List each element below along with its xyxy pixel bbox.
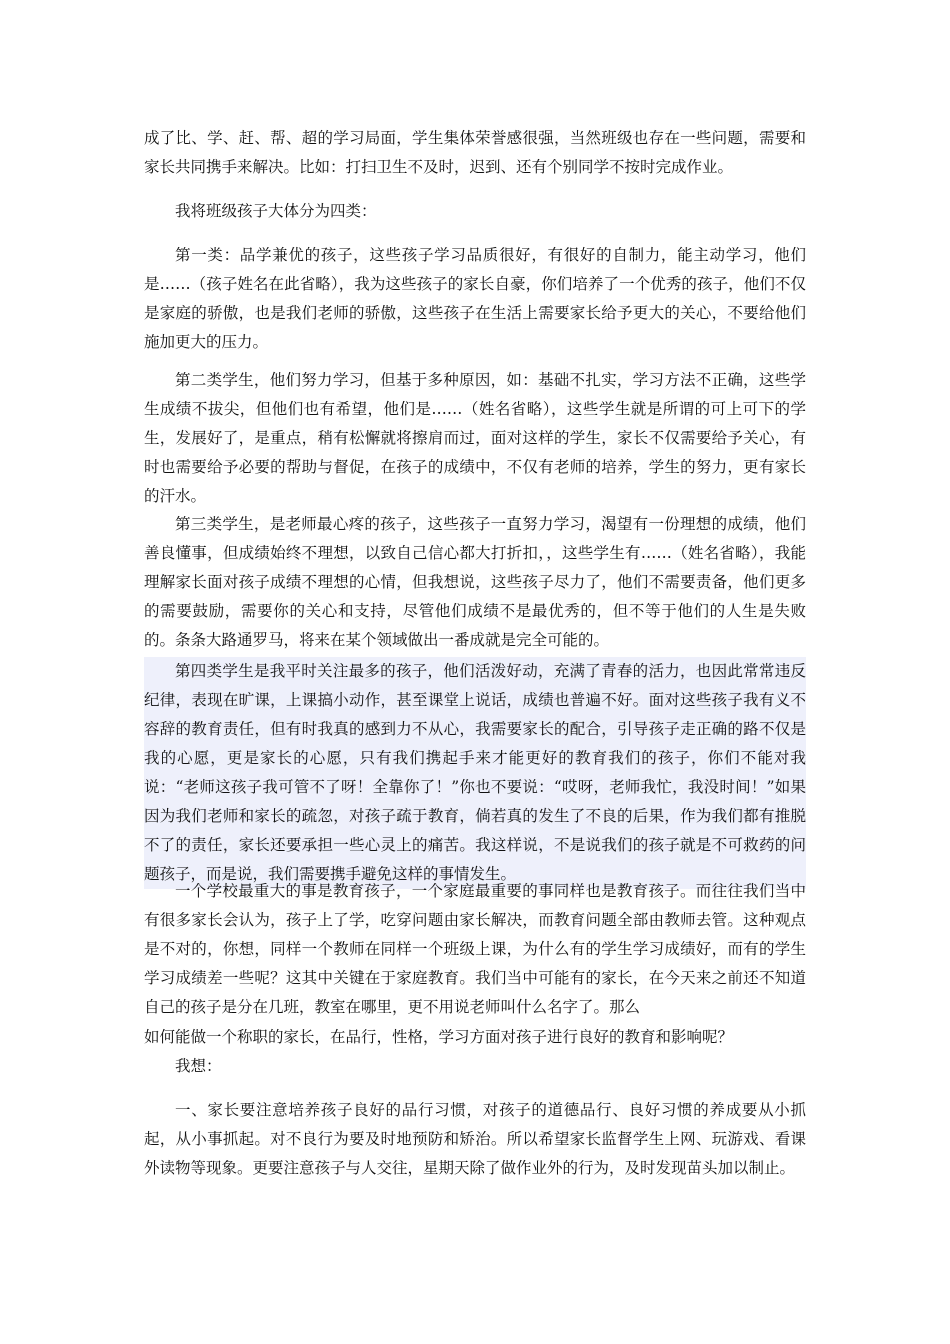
paragraph-point-one: 一、家长要注意培养孩子良好的品行习惯，对孩子的道德品行、良好习惯的养成要从小抓起，从小事抓起。对不良行为要及时地预防和矫治。所以希望家长监督学生上网、玩游戏、看课外读物等现象。更要注意孩子与人交往，星期天除了做作业外的行为，及时发现苗头加以制止。 [144, 1101, 806, 1177]
paragraph-category-three: 第三类学生，是老师最心疼的孩子，这些孩子一直努力学习，渴望有一份理想的成绩，他们善良懂事，但成绩始终不理想，以致自己信心都大打折扣，，这些学生有……（姓名省略），我能理解家长面对孩子成绩不理想的心情，但我想说，这些孩子尽力了，他们不需要责备，他们更多的需要鼓励，需要你的关心和支持，尽管他们成绩不是最优秀的，但不等于他们的人生是失败的。条条大路通罗马，将来在某个领域做出一番成就是完全可能的。 [144, 515, 806, 649]
paragraph-question: 如何能做一个称职的家长，在品行，性格，学习方面对孩子进行良好的教育和影响呢？ [144, 1028, 734, 1046]
paragraph-four-categories: 我将班级孩子大体分为四类： [175, 202, 377, 220]
paragraph-category-four: 第四类学生是我平时关注最多的孩子，他们活泼好动，充满了青春的活力，也因此常常违反纪律，表现在旷课，上课搞小动作，甚至课堂上说话，成绩也普遍不好。面对这些孩子我有义不容辞的教育责任，但有时我真的感到力不从心，我需要家长的配合，引导孩子走正确的路不仅是我的心愿，更是家长的心愿，只有我们携起手来才能更好的教育我们的孩子，你们不能对我说：“老师这孩子我可管不了呀！全靠你了！”你也不要说：“哎呀，老师我忙，我没时间！”如果因为我们老师和家长的疏忽，对孩子疏于教育，倘若真的发生了不良的后果，作为我们都有推脱不了的责任，家长还要承担一些心灵上的痛苦。我这样说，不是说我们的孩子就是不可救药的问题孩子，而是说，我们需要携手避免这样的事情发生。 [144, 657, 806, 889]
paragraph-school-family: 一个学校最重大的事是教育孩子，一个家庭最重要的事同样也是教育孩子。而往往我们当中有很多家长会认为，孩子上了学，吃穿问题由家长解决，而教育问题全部由教师去管。这种观点是不对的，你想，同样一个教师在同样一个班级上课，为什么有的学生学习成绩好，而有的学生学习成绩差一些呢？这其中关键在于家庭教育。我们当中可能有的家长，在今天来之前还不知道自己的孩子是分在几班，教室在哪里，更不用说老师叫什么名字了。那么 [144, 882, 806, 1016]
paragraph-category-one: 第一类：品学兼优的孩子，这些孩子学习品质很好，有很好的自制力，能主动学习，他们是……（孩子姓名在此省略），我为这些孩子的家长自豪，你们培养了一个优秀的孩子，他们不仅是家庭的骄傲，也是我们老师的骄傲，这些孩子在生活上需要家长给予更大的关心，不要给他们施加更大的压力。 [144, 246, 806, 351]
paragraph-i-think: 我想： [175, 1057, 222, 1075]
paragraph-category-two: 第二类学生，他们努力学习，但基于多种原因，如：基础不扎实，学习方法不正确，这些学生成绩不拔尖，但他们也有希望，他们是……（姓名省略），这些学生就是所谓的可上可下的学生，发展好了，是重点，稍有松懈就将擦肩而过，面对这样的学生，家长不仅需要给予关心，有时也需要给予必要的帮助与督促，在孩子的成绩中，不仅有老师的培养，学生的努力，更有家长的汗水。 [144, 371, 806, 505]
paragraph-class-intro: 成了比、学、赶、帮、超的学习局面，学生集体荣誉感很强，当然班级也存在一些问题，需要和家长共同携手来解决。比如：打扫卫生不及时，迟到、还有个别同学不按时完成作业。 [144, 129, 806, 176]
